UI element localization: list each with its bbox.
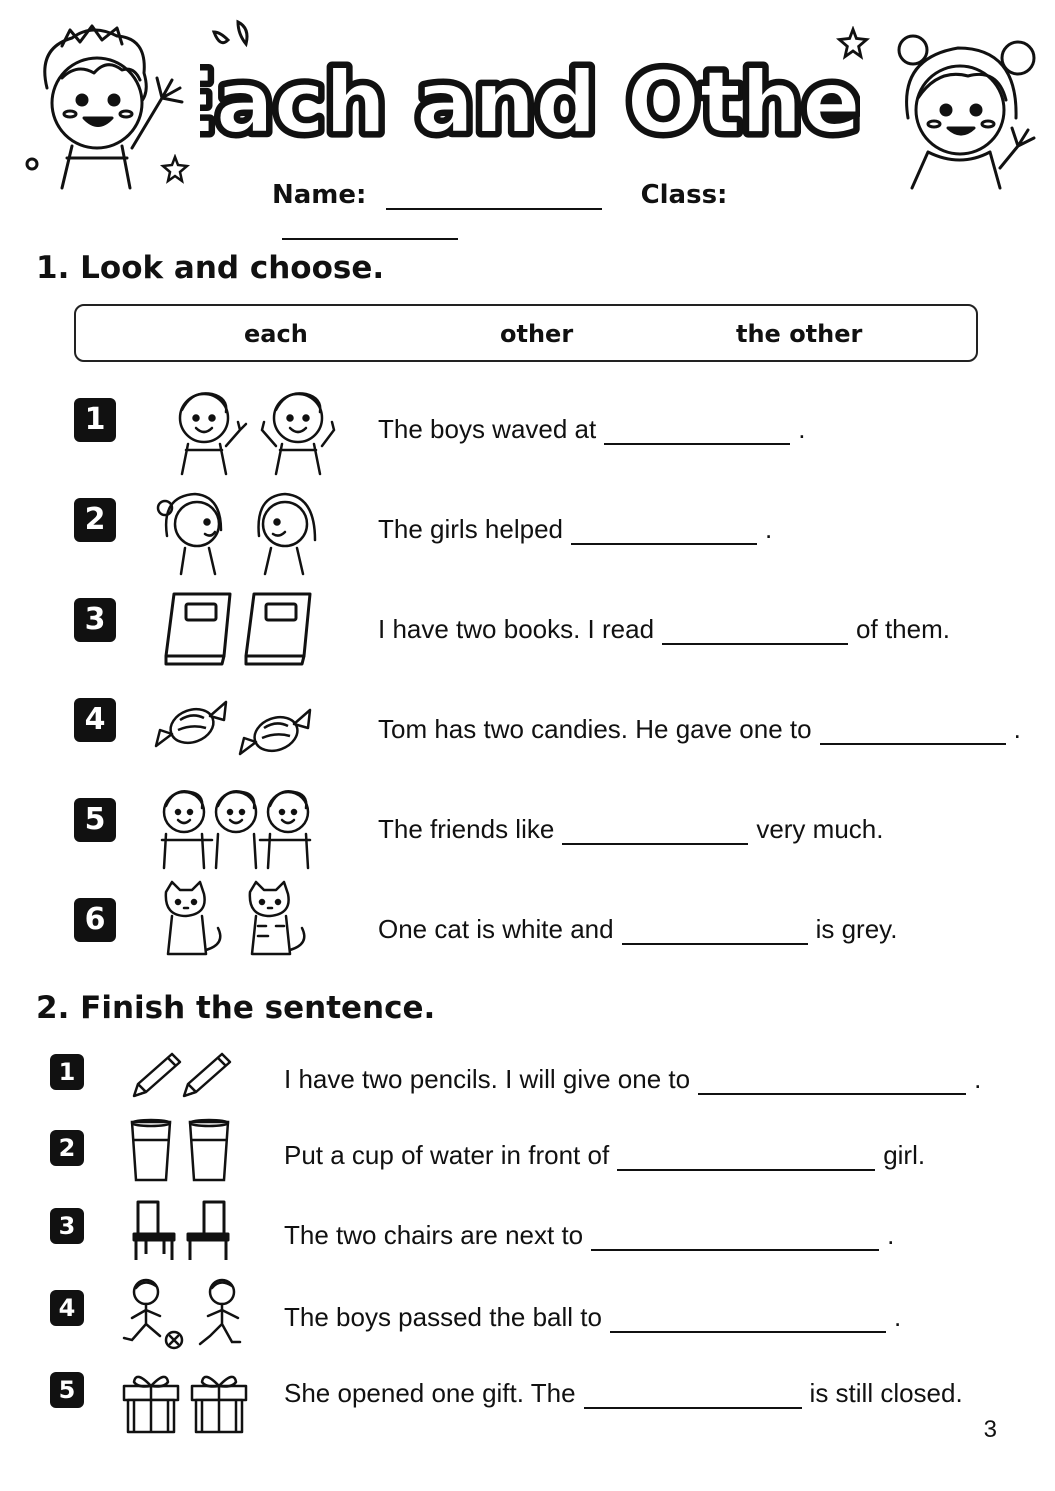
section2-sentence-1 (284, 1064, 981, 1095)
sentence-end: very much. (756, 814, 884, 844)
item-number-badge: 1 (50, 1054, 84, 1090)
boys-soccer-icon (112, 1278, 252, 1354)
item-number-badge: 2 (74, 498, 116, 542)
sentence-end: is still closed. (809, 1378, 963, 1408)
sentence-text: The two chairs are next to (284, 1220, 584, 1250)
section1-title: 1. Look and choose. (36, 250, 385, 286)
section1-sentence-3 (378, 614, 950, 645)
two-books-icon (160, 590, 315, 670)
sentence-end: . (798, 414, 806, 444)
section2-sentence-3 (284, 1220, 894, 1251)
answer-blank[interactable] (604, 417, 790, 445)
answer-blank[interactable] (562, 817, 748, 845)
two-gifts-icon (120, 1370, 252, 1436)
sentence-text: The friends like (378, 814, 555, 844)
sentence-end: . (1013, 714, 1021, 744)
answer-blank[interactable] (662, 617, 848, 645)
answer-blank[interactable] (591, 1223, 879, 1251)
sentence-end: is grey. (815, 914, 898, 944)
sentence-text: The boys waved at (378, 414, 597, 444)
answer-blank[interactable] (584, 1381, 802, 1409)
two-chairs-icon (130, 1198, 234, 1264)
sentence-end: . (765, 514, 773, 544)
two-candies-icon (152, 690, 322, 760)
name-field[interactable] (386, 182, 602, 210)
sentence-end: . (887, 1220, 895, 1250)
item-number-badge: 1 (74, 398, 116, 442)
name-class-line (272, 180, 872, 224)
item-number-badge: 5 (74, 798, 116, 842)
two-girls-icon (155, 486, 325, 578)
section2-sentence-5 (284, 1378, 963, 1409)
sentence-text: One cat is white and (378, 914, 614, 944)
page-number: 3 (983, 1416, 997, 1443)
two-cups-icon (128, 1118, 234, 1184)
item-number-badge: 4 (74, 698, 116, 742)
answer-blank[interactable] (617, 1143, 875, 1171)
sentence-end: girl. (883, 1140, 926, 1170)
sentence-text: Put a cup of water in front of (284, 1140, 610, 1170)
sentence-text: I have two books. I read (378, 614, 655, 644)
section1-sentence-6 (378, 914, 897, 945)
sentence-text: She opened one gift. The (284, 1378, 576, 1408)
section2-sentence-2 (284, 1140, 925, 1171)
word-bank-each: each (244, 320, 308, 348)
name-label: Name: (272, 180, 367, 210)
girl-mascot-icon (888, 28, 1048, 203)
answer-blank[interactable] (820, 717, 1006, 745)
section1-sentence-2 (378, 514, 772, 545)
sentence-text: Tom has two candies. He gave one to (378, 714, 812, 744)
section2-title: 2. Finish the sentence. (36, 990, 436, 1026)
item-number-badge: 3 (50, 1208, 84, 1244)
sentence-text: The boys passed the ball to (284, 1302, 602, 1332)
title-text-inner: ach and Othe (215, 53, 860, 153)
section1-sentence-5 (378, 814, 883, 845)
sentence-end: . (974, 1064, 982, 1094)
sentence-end: of them. (856, 614, 950, 644)
answer-blank[interactable] (571, 517, 757, 545)
item-number-badge: 4 (50, 1290, 84, 1326)
three-friends-icon (156, 784, 318, 870)
two-boys-waving-icon (172, 386, 337, 478)
star-icon (836, 26, 870, 65)
item-number-badge: 2 (50, 1130, 84, 1166)
answer-blank[interactable] (622, 917, 808, 945)
class-label: Class: (640, 180, 728, 210)
word-bank-the-other: the other (736, 320, 863, 348)
item-number-badge: 5 (50, 1372, 84, 1408)
item-number-badge: 3 (74, 598, 116, 642)
section2-sentence-4 (284, 1302, 901, 1333)
section1-sentence-1 (378, 414, 805, 445)
word-bank (74, 304, 978, 362)
class-field[interactable] (282, 212, 458, 240)
answer-blank[interactable] (610, 1305, 886, 1333)
item-number-badge: 6 (74, 898, 116, 942)
two-cats-icon (156, 880, 312, 958)
sentence-text: I have two pencils. I will give one to (284, 1064, 691, 1094)
section1-sentence-4 (378, 714, 1021, 745)
worksheet-title (200, 32, 860, 172)
sentence-end: . (893, 1302, 902, 1332)
two-pencils-icon (128, 1050, 236, 1102)
title-text: ach and Othe (215, 53, 860, 153)
star-icon (160, 154, 190, 189)
sentence-text: The girls helped (378, 514, 563, 544)
word-bank-other: other (500, 320, 574, 348)
answer-blank[interactable] (698, 1067, 966, 1095)
